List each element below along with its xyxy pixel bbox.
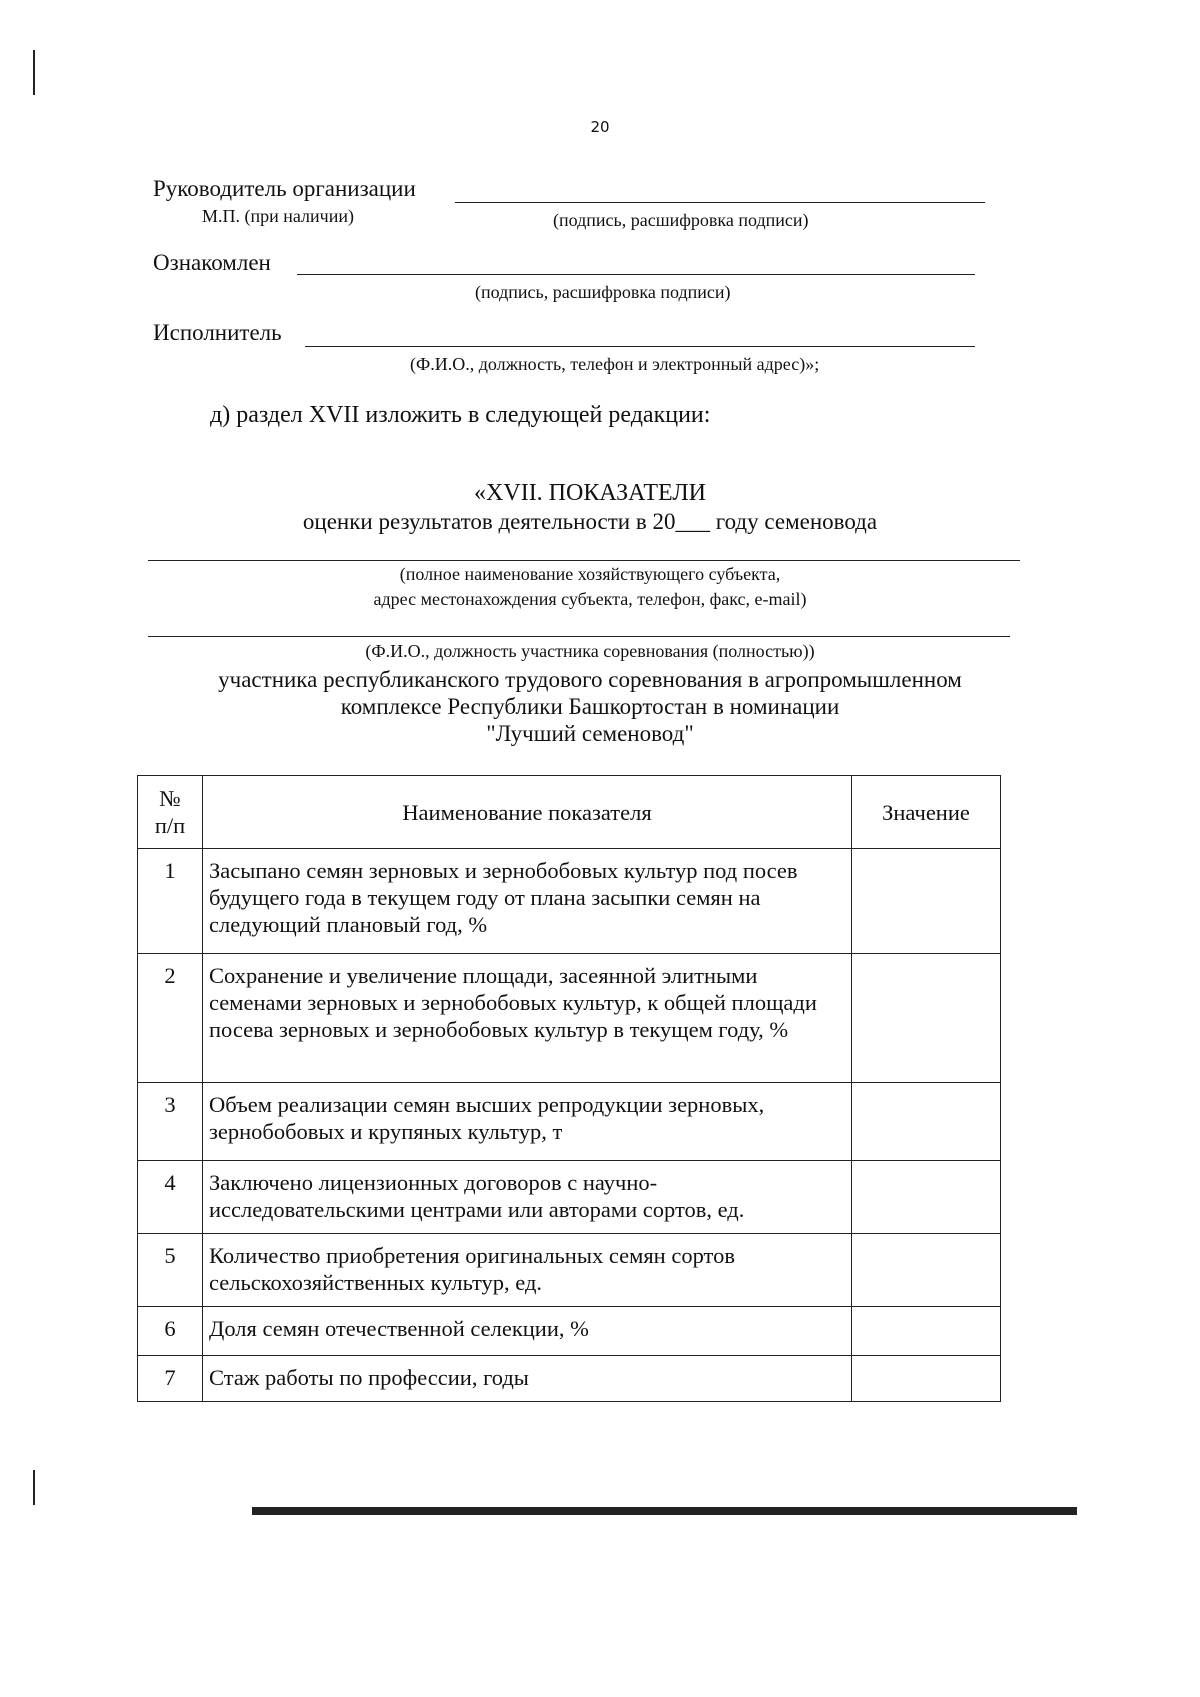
row-name: Доля семян отечественной селекции, % [203, 1307, 852, 1356]
row-value-cell[interactable] [852, 1083, 1001, 1161]
executor-signature-line [305, 346, 975, 347]
table-row [138, 954, 1001, 1083]
entity-line [148, 560, 1020, 561]
table-row [138, 849, 1001, 954]
executor-hint: (Ф.И.О., должность, телефон и электронный адрес)»; [410, 354, 820, 374]
row-number: 6 [138, 1307, 203, 1356]
table-header-row [138, 776, 1001, 849]
header-number: № п/п [138, 776, 203, 849]
head-hint: (подпись, расшифровка подписи) [553, 210, 809, 230]
row-value-cell[interactable] [852, 1161, 1001, 1234]
row-number: 4 [138, 1161, 203, 1234]
row-value-cell[interactable] [852, 954, 1001, 1083]
row-number: 2 [138, 954, 203, 1083]
desc-line-2: комплексе Республики Башкортостан в номинации [340, 694, 840, 719]
entity-hint-2: адрес местонахождения субъекта, телефон, факс, e-mail) [373, 589, 807, 609]
scan-mark [33, 50, 35, 95]
row-name: Стаж работы по профессии, годы [203, 1356, 852, 1402]
row-name: Засыпано семян зерновых и зернобобовых культур под посев будущего года в текущем году от плана засыпки семян на следующий плановый год, % [203, 849, 852, 954]
row-value-cell[interactable] [852, 1356, 1001, 1402]
row-number: 1 [138, 849, 203, 954]
row-number: 5 [138, 1234, 203, 1307]
head-label: Руководитель организации [153, 176, 416, 201]
page-number: 20 [590, 118, 610, 136]
row-name: Количество приобретения оригинальных семян сортов сельскохозяйственных культур, ед. [203, 1234, 852, 1307]
table-row [138, 1234, 1001, 1307]
indicators-table [137, 775, 1001, 1402]
row-value-cell[interactable] [852, 849, 1001, 954]
executor-label: Исполнитель [153, 320, 282, 345]
table-row [138, 1356, 1001, 1402]
header-value: Значение [852, 776, 1001, 849]
table-row [138, 1307, 1001, 1356]
row-number: 7 [138, 1356, 203, 1402]
row-name: Заключено лицензионных договоров с научно-исследовательскими центрами или авторами сортов, ед. [203, 1161, 852, 1234]
table-row [138, 1161, 1001, 1234]
acquainted-hint: (подпись, расшифровка подписи) [475, 282, 731, 302]
table-row [138, 1083, 1001, 1161]
scan-mark [33, 1470, 35, 1505]
row-name: Объем реализации семян высших репродукции зерновых, зернобобовых и крупяных культур, т [203, 1083, 852, 1161]
acquainted-signature-line [297, 274, 975, 275]
acquainted-label: Ознакомлен [153, 250, 271, 275]
scan-bottom-bar [252, 1507, 1077, 1515]
row-value-cell[interactable] [852, 1307, 1001, 1356]
desc-line-1: участника республиканского трудового соревнования в агропромышленном [218, 667, 962, 692]
section-title: «XVII. ПОКАЗАТЕЛИ [474, 480, 706, 506]
section-subtitle: оценки результатов деятельности в 20___ году семеновода [302, 509, 878, 534]
row-value-cell[interactable] [852, 1234, 1001, 1307]
entity-hint-1: (полное наименование хозяйствующего субъекта, [399, 564, 781, 584]
desc-line-3: "Лучший семеновод" [486, 721, 694, 746]
row-number: 3 [138, 1083, 203, 1161]
person-hint: (Ф.И.О., должность участника соревнования (полностью)) [365, 641, 815, 661]
amendment-text: д) раздел XVII изложить в следующей редакции: [210, 402, 711, 428]
row-name: Сохранение и увеличение площади, засеянной элитными семенами зерновых и зернобобовых культур, к общей площади посева зерновых и зернобобовых культур в текущем году, % [203, 954, 852, 1083]
person-line [148, 636, 1010, 637]
stamp-note: М.П. (при наличии) [202, 206, 354, 226]
head-signature-line [455, 202, 985, 203]
header-name: Наименование показателя [203, 776, 852, 849]
